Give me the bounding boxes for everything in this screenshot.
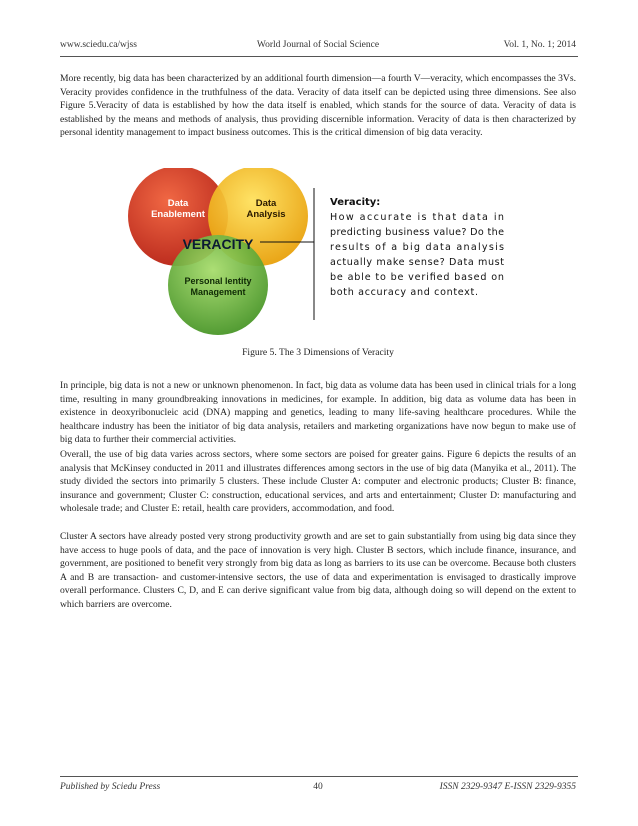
journal-name: World Journal of Social Science bbox=[256, 40, 380, 50]
data-enablement-label: Data Enablement bbox=[151, 198, 205, 220]
veracity-venn-diagram bbox=[120, 168, 520, 338]
paragraph-principle: In principle, big data is not a new or unknown phenomenon. In fact, big data as volume data has been used in clinical trials for a long time, resulting in many groundbreaking innovations in medicines, for example. In addition, big data as volume data has been in existence in deoxyribonucleic acid (DNA) mapping and genetics, leading to many life-saving healthcare procedures. While the healthcare industry has been the initiator of big data analysis, retailers and marketing organizations have now begun to make use of big data to further their commercial activities. bbox=[60, 380, 576, 445]
callout-line: actually make sense? Data must bbox=[330, 257, 504, 268]
callout-text bbox=[330, 212, 504, 298]
journal-url: www.sciedu.ca/wjss bbox=[60, 40, 137, 50]
callout-title: Veracity: bbox=[330, 197, 381, 208]
paragraph-sectors: Overall, the use of big data varies across sectors, where some sectors are poised for greater gains. Figure 6 depicts the results of an analysis that McKinsey conducted in 2011 and illustrates differences among sectors in the use of big data (Manyika et al., 2011). The study divided the sectors into primarily 5 clusters. These include Cluster A: computer and electronic products; Cluster B: finance, insurance and government; Cluster C: construction, educational services, and arts and entertainment; Cluster D: manufacturing and wholesale trade; and Cluster E: retail, health care providers, accommodation, and food. bbox=[60, 449, 576, 514]
callout-line: results of a big data analysis bbox=[330, 242, 504, 253]
paragraph-veracity: More recently, big data has been characterized by an additional fourth dimension—a fourth V—veracity, which encompasses the 3Vs. Veracity provides confidence in the truthfulness of the data. Veracity of data itself can be depicted using three dimensions. See also Figure 5.Veracity of data is established by how the data itself is enabled, which stands for the source of data. Veracity of data is established by the means and methods of analysis, thus providing discernible information. Veracity of data is then characterized by personal identity management to impact business outcomes. This is the critical dimension of big data veracity. bbox=[60, 73, 576, 138]
figure-veracity-diagram bbox=[120, 168, 520, 338]
veracity-center-word: VERACITY bbox=[182, 236, 254, 252]
figure-caption: Figure 5. The 3 Dimensions of Veracity bbox=[242, 347, 394, 358]
footer-rule bbox=[60, 776, 578, 777]
callout-line: predicting business value? Do the bbox=[330, 227, 504, 238]
callout-line: How accurate is that data in bbox=[330, 212, 504, 223]
callout-line: be able to be verified based on bbox=[330, 272, 504, 283]
volume-info: Vol. 1, No. 1; 2014 bbox=[503, 40, 576, 50]
issn: ISSN 2329-9347 E-ISSN 2329-9355 bbox=[439, 782, 576, 792]
header-rule bbox=[60, 56, 578, 57]
page-footer bbox=[60, 782, 576, 796]
publisher: Published by Sciedu Press bbox=[60, 782, 161, 792]
paragraph-clusters: Cluster A sectors have already posted very strong productivity growth and are set to gain substantially from using big data since they have access to huge pools of data, and the pace of innovation is very high. Cluster B sectors, which include finance, insurance, and government, are positioned to benefit very strongly from big data as long as barriers to its use can be overcome. Because both clusters A and B are transaction- and customer-intensive sectors, the use of data and experimentation is envisaged to drastically improve overall performance. Clusters C, D, and E can derive significant value from big data, although doing so will depend on the extent to which barriers are overcome. bbox=[60, 531, 576, 610]
page-header bbox=[60, 40, 576, 54]
page-number: 40 bbox=[313, 782, 323, 792]
data-analysis-label: Data Analysis bbox=[246, 198, 286, 220]
callout-line: both accuracy and context. bbox=[330, 287, 478, 298]
personal-identity-label: Personal lentity Management bbox=[184, 276, 252, 297]
